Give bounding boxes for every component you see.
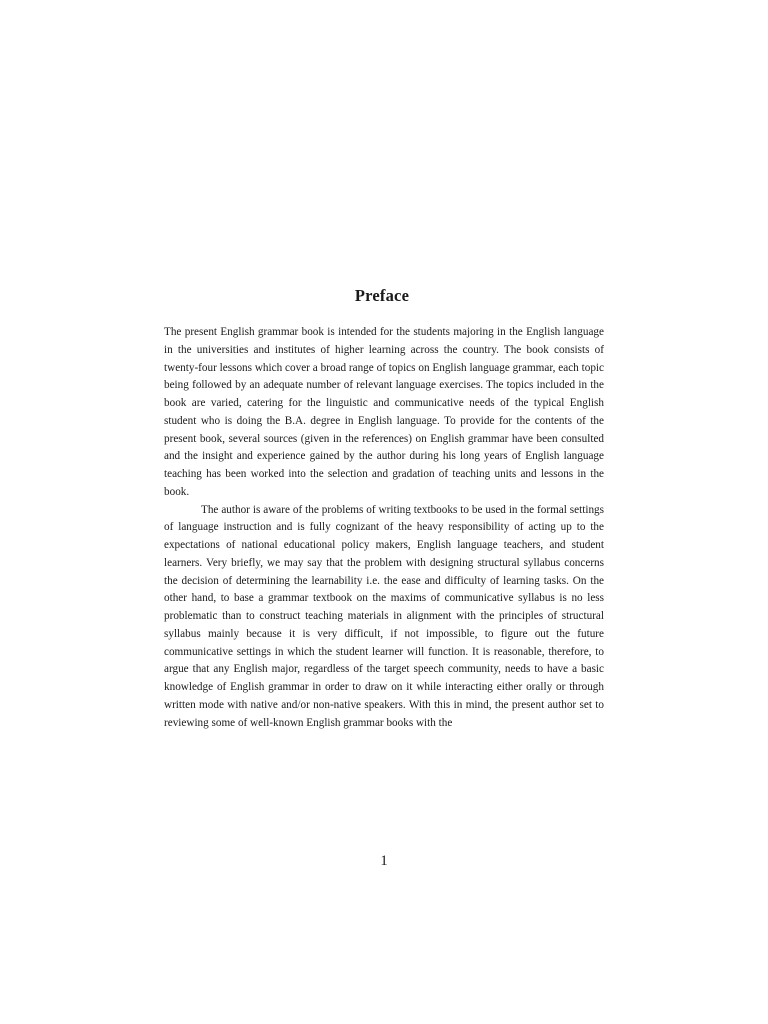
preface-body — [164, 324, 604, 732]
page-title: Preface — [354, 286, 410, 305]
paragraph-1: The present English grammar book is intended for the students majoring in the English language in the universities and institutes of higher learning across the country. The book consists of twenty-four lessons which cover a broad range of topics on English language grammar, each topic being followed by an adequate number of relevant language exercises. The topics included in the book are varied, catering for the linguistic and communicative needs of the typical English student who is doing the B.A. degree in English language. To provide for the contents of the present book, several sources (given in the references) on English grammar have been consulted and the insight and experience gained by the author during his long years of English language teaching has been worked into the selection and gradation of teaching units and lessons in the book. — [164, 326, 604, 498]
paragraph-2: The author is aware of the problems of writing textbooks to be used in the formal settings of language instruction and is fully cognizant of the heavy responsibility of acting up to the expectations of national educational policy makers, English language teachers, and student learners. Very briefly, we may say that the problem with designing structural syllabus concerns the decision of determining the learnability i.e. the ease and difficulty of learning tasks. On the other hand, to base a grammar textbook on the maxims of communicative syllabus is no less problematic than to construct teaching materials in alignment with the principles of structural syllabus mainly because it is very difficult, if not impossible, to figure out the future communicative settings in which the student learner will function. It is reasonable, therefore, to argue that any English major, regardless of the target speech community, needs to have a basic knowledge of English grammar in order to draw on it while interacting either orally or through written mode with native and/or non-native speakers. With this in mind, the present author set to reviewing some of well-known English grammar books with the — [164, 503, 604, 729]
page-number: 1 — [380, 853, 388, 869]
